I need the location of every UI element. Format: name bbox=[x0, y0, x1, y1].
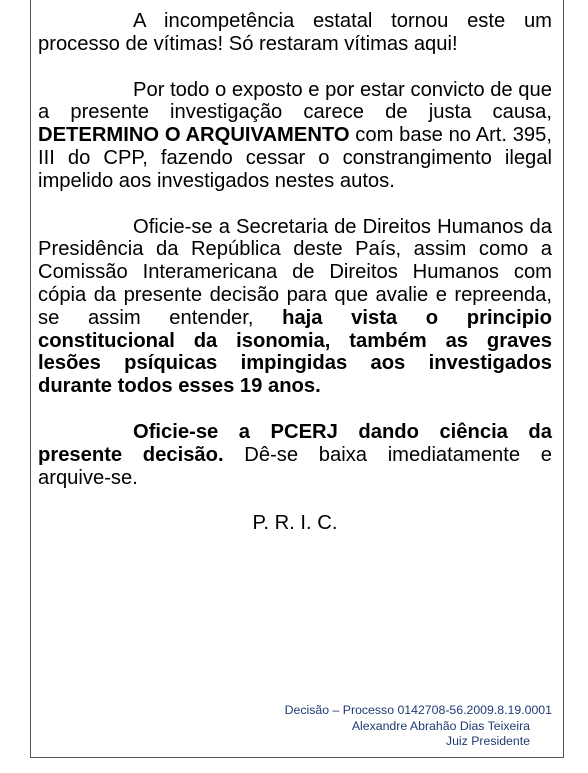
paragraph-text: Por todo o exposto e por estar convicto de que a presente investigação carece de justa causa, bbox=[38, 78, 552, 124]
paragraph-arquivamento bbox=[38, 79, 552, 193]
paragraph-vitimas bbox=[38, 10, 552, 56]
isonomia-bold-text: haja vista o principio constitucional da isonomia, também as graves lesões psíquicas impingidas aos investigados durante todos esses 19 anos. bbox=[38, 306, 552, 398]
footer-judge-name: Alexandre Abrahão Dias Teixeira bbox=[351, 718, 530, 733]
paragraph-text: A incompetência estatal tornou este um processo de vítimas! Só restaram vítimas aqui! bbox=[38, 10, 552, 55]
paragraph-oficie-pcerj bbox=[38, 421, 552, 489]
closing-pric: P. R. I. C. bbox=[252, 512, 338, 535]
paragraph-gap bbox=[38, 56, 552, 79]
paragraph-text: com base no Art. 395, III do CPP, fazendo cessar o constrangimento ilegal impelido aos investigados nestes autos. bbox=[38, 124, 552, 192]
determination-bold-text: DETERMINO O ARQUIVAMENTO bbox=[38, 124, 350, 147]
pcerj-bold-text: Oficie-se a PCERJ dando ciência da presente decisão. bbox=[38, 420, 552, 466]
footer-process-number: Decisão – Processo 0142708-56.2009.8.19.0001 bbox=[284, 703, 552, 717]
footer-signature bbox=[285, 703, 552, 750]
paragraph-text: Oficie-se a Secretaria de Direitos Humanos da Presidência da República deste País, assim como a Comissão Interamericana de Direitos Humanos com cópia da presente decisão para que avalie e repreenda, se assim entender, bbox=[38, 215, 552, 329]
paragraph-gap bbox=[38, 398, 552, 421]
paragraph-gap bbox=[38, 193, 552, 216]
footer-judge-title: Juiz Presidente bbox=[445, 734, 530, 748]
paragraph-gap bbox=[38, 489, 552, 512]
document-body bbox=[38, 10, 552, 535]
paragraph-text: Dê-se baixa imediatamente e arquive-se. bbox=[38, 443, 552, 489]
paragraph-oficie-secretaria bbox=[38, 216, 552, 398]
